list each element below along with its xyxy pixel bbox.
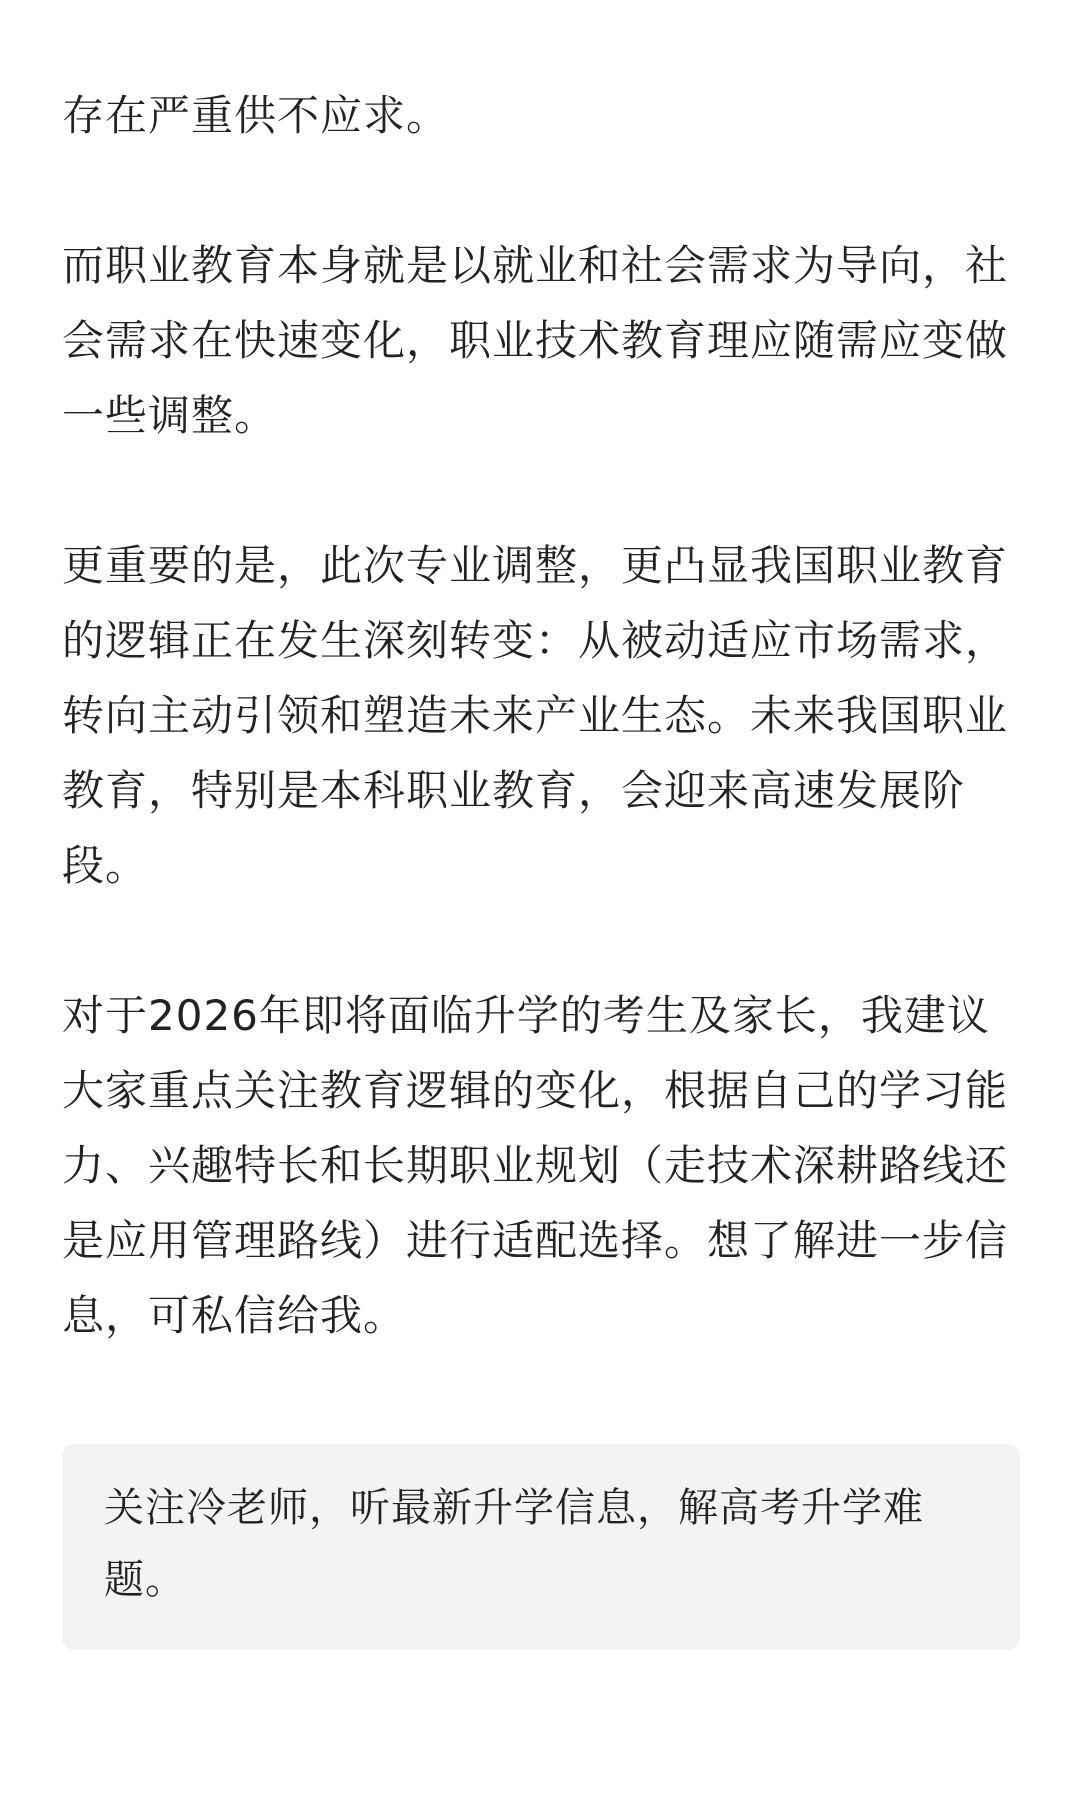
follow-quote-text: 关注冷老师，听最新升学信息，解高考升学难题。 <box>104 1485 924 1603</box>
follow-quote-box <box>62 1444 1020 1650</box>
article-paragraph-4: 对于2026年即将面临升学的考生及家长，我建议大家重点关注教育逻辑的变化，根据自己的学习能力、兴趣特长和长期职业规划（走技术深耕路线还是应用管理路线）进行适配选择。想了解进一步信息，可私信给我。 <box>62 991 1009 1340</box>
article-paragraph-2: 而职业教育本身就是以就业和社会需求为导向，社会需求在快速变化，职业技术教育理应随需应变做一些调整。 <box>62 241 1009 440</box>
article-paragraph-1: 存在严重供不应求。 <box>62 91 450 140</box>
article-paragraph-3: 更重要的是，此次专业调整，更凸显我国职业教育的逻辑正在发生深刻转变：从被动适应市场需求，转向主动引领和塑造未来产业生态。未来我国职业教育，特别是本科职业教育，会迎来高速发展阶段。 <box>62 541 1009 890</box>
article-body <box>62 78 1020 1353</box>
